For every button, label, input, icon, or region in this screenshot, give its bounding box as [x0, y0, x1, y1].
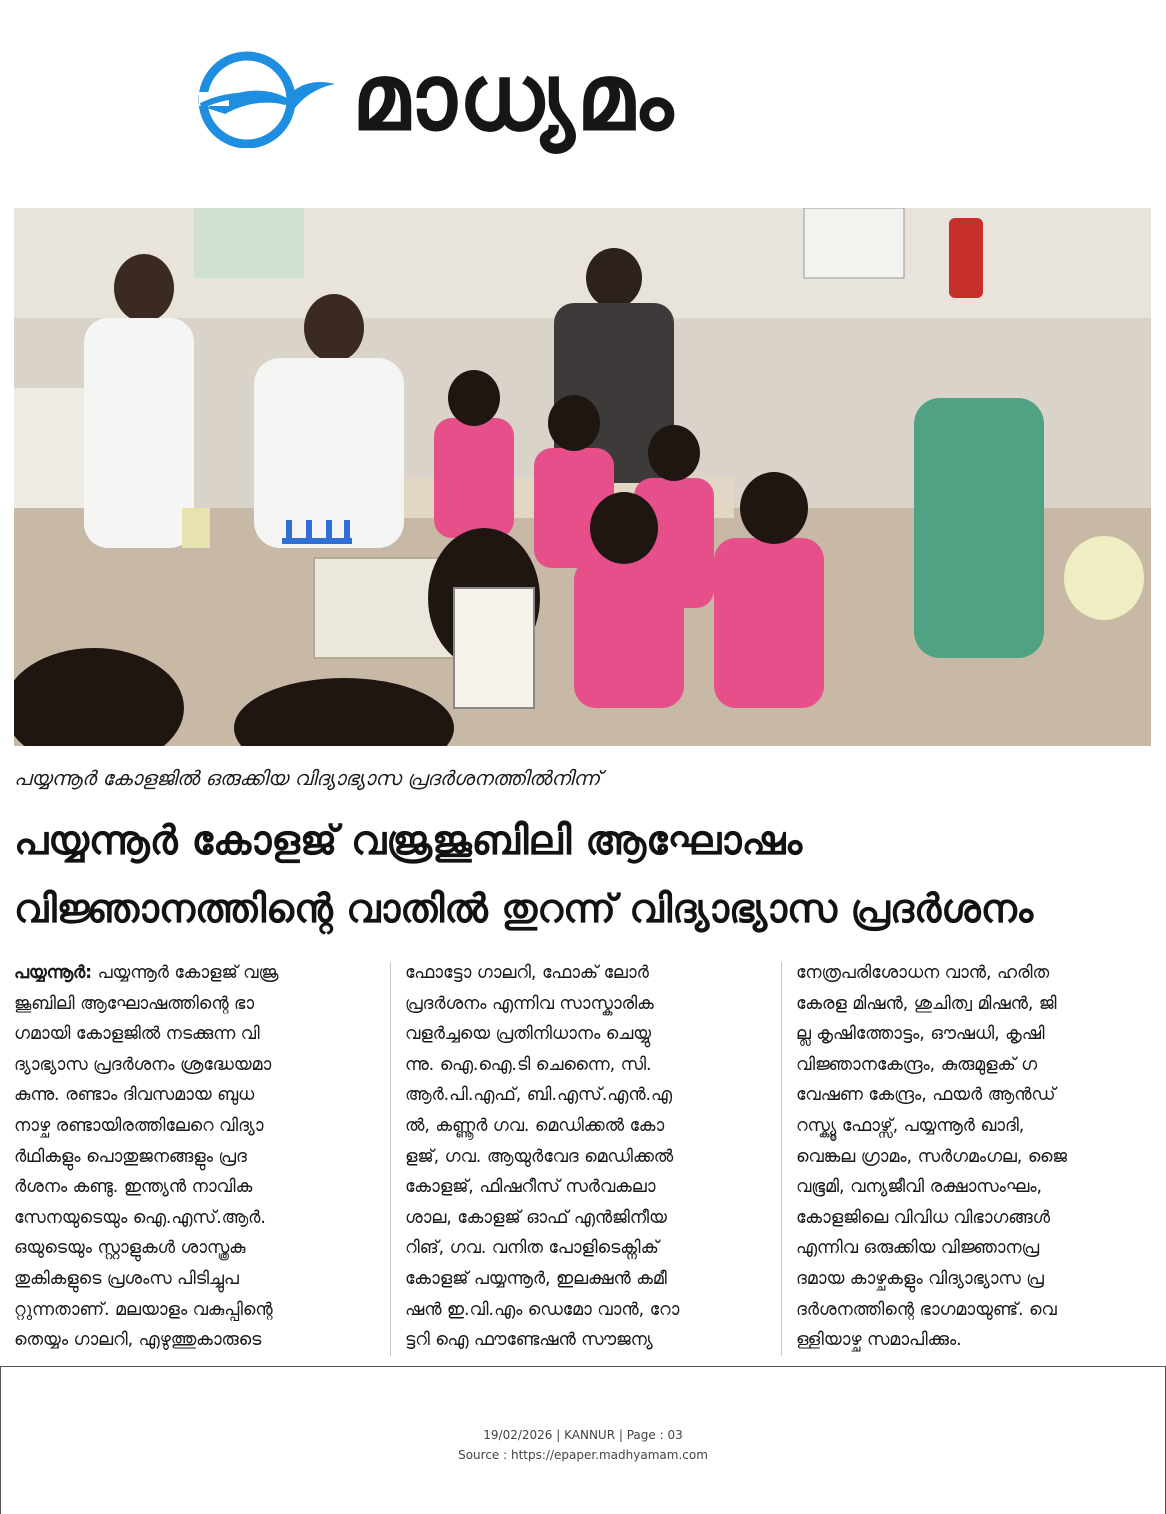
article-line: ന്നു. ഐ.ഐ.ടി ചെന്നൈ, സി.	[405, 1054, 652, 1075]
article-line: സേനയുടെയും ഐ.എസ്.ആർ.	[14, 1207, 266, 1228]
article-line: വളർച്ചയെ പ്രതിനിധാനം ചെയ്യു	[405, 1024, 651, 1045]
article-line: കോളജ്, ഫിഷറീസ് സർവകലാ	[405, 1177, 656, 1198]
article-line: ജൂബിലി ആഘോഷത്തിന്റെ ഭാ	[14, 993, 255, 1014]
article-column-2	[405, 958, 767, 1358]
article-line: റസ്ക്യൂ ഫോഴ്സ്, പയ്യന്നൂർ ഖാദി,	[796, 1115, 1025, 1136]
article-line: തുകികളുടെ പ്രശംസ പിടിച്ചുപ	[14, 1268, 239, 1289]
article-line: ട്ടറി ഐ ഫൗണ്ടേഷൻ സൗജന്യ	[405, 1330, 653, 1351]
article-line: ദർശനത്തിന്റെ ഭാഗമായുണ്ട്. വെ	[796, 1299, 1057, 1320]
article-line: ഒയുടെയും സ്റ്റാളുകൾ ശാസ്ത്രകു	[14, 1238, 246, 1259]
article-line: തെയ്യം ഗാലറി, എഴുത്തുകാരുടെ	[14, 1330, 262, 1351]
article-line: ല്ല കൃഷിത്തോട്ടം, ഔഷധി, കൃഷി	[796, 1024, 1045, 1045]
masthead	[0, 0, 1166, 200]
article-line: വഭൂമി, വന്യജീവി രക്ഷാസംഘം,	[796, 1177, 1043, 1198]
article-line: വിജ്ഞാനകേന്ദ്രം, കുരുമുളക് ഗ	[796, 1054, 1038, 1075]
article-column-3	[796, 958, 1158, 1358]
article-line: പ്രദർശനം എന്നിവ സാസ്കാരിക	[405, 993, 654, 1014]
article-column-1	[14, 958, 376, 1358]
article-line: ദമായ കാഴ്ചകളും വിദ്യാഭ്യാസ പ്ര	[796, 1268, 1044, 1289]
article-line: ശാല, കോളജ് ഓഫ് എൻജിനീയ	[405, 1207, 667, 1228]
news-photo	[14, 208, 1151, 746]
article-line: കോളജിലെ വിവിധ വിഭാഗങ്ങൾ	[796, 1207, 1050, 1228]
dateline: പയ്യന്നൂർ:	[14, 963, 93, 983]
article-line: നാഴ്ച രണ്ടായിരത്തിലേറെ വിദ്യാ	[14, 1115, 264, 1136]
article-line: കേരള മിഷൻ, ശുചിത്വ മിഷൻ, ജി	[796, 993, 1057, 1014]
footer-source: Source : https://epaper.madhyamam.com	[458, 1448, 708, 1462]
footer-page-info: 19/02/2026 | KANNUR | Page : 03	[483, 1428, 683, 1442]
article-text: പയ്യന്നൂർ കോളജ് വജ്ര	[92, 963, 279, 983]
photo-caption: പയ്യന്നൂർ കോളജിൽ ഒരുക്കിയ വിദ്യാഭ്യാസ പ്രദർശനത്തിൽനിന്ന്	[14, 766, 601, 790]
article-line: ഗമായി കോളജിൽ നടക്കുന്ന വി	[14, 1024, 260, 1045]
headline-line-2: വിജ്ഞാനത്തിന്റെ വാതിൽ തുറന്ന് വിദ്യാഭ്യാസ പ്രദർശനം	[14, 887, 1034, 932]
footer-border	[0, 1366, 1166, 1367]
article-line: റിങ്, ഗവ. വനിത പോളിടെക്നിക്	[405, 1238, 659, 1259]
article-line: നേത്രപരിശോധന വാൻ, ഹരിത	[796, 963, 1050, 983]
article-line: ളജ്, ഗവ. ആയുർവേദ മെഡിക്കൽ	[405, 1146, 674, 1167]
article-line: റ്റുന്നതാണ്. മലയാളം വകുപ്പിന്റെ	[14, 1299, 273, 1320]
article-line: ഷൻ ഇ.വി.എം ഡെമോ വാൻ, റോ	[405, 1299, 680, 1320]
article-line: കുന്നു. രണ്ടാം ദിവസമായ ബുധ	[14, 1085, 255, 1106]
headline-line-1: പയ്യന്നൂർ കോളജ് വജ്രജൂബിലി ആഘോഷം	[14, 818, 803, 864]
article-line: ർഥികളും പൊതുജനങ്ങളും പ്രദ	[14, 1146, 247, 1167]
article-line: വേഷണ കേന്ദ്രം, ഫയർ ആൻഡ്	[796, 1085, 1056, 1106]
article-line: ഫോട്ടോ ഗാലറി, ഫോക് ലോർ	[405, 963, 649, 983]
bird-in-circle-logo-icon	[195, 48, 340, 148]
article-line: എന്നിവ ഒരുക്കിയ വിജ്ഞാനപ്ര	[796, 1238, 1040, 1259]
article-line: കോളജ് പയ്യന്നൂർ, ഇലക്ഷൻ കമീ	[405, 1268, 667, 1289]
article-line	[14, 958, 376, 989]
article-line: ള്ളിയാഴ്ച സമാപിക്കും.	[796, 1330, 962, 1351]
article-line: ദ്യാഭ്യാസ പ്രദർശനം ശ്രദ്ധേയമാ	[14, 1054, 272, 1075]
masthead-title: മാധ്യമം	[352, 44, 675, 151]
column-divider	[781, 962, 782, 1356]
article-line: ൽ, കണ്ണൂർ ഗവ. മെഡിക്കൽ കോ	[405, 1115, 665, 1136]
article-line: വെങ്കല ഗ്രാമം, സർഗമംഗല, ജൈ	[796, 1146, 1067, 1167]
column-divider	[390, 962, 391, 1356]
article-line: ആർ.പി.എഫ്, ബി.എസ്.എൻ.എ	[405, 1085, 672, 1106]
article-line: ർശനം കണ്ടു. ഇന്ത്യൻ നാവിക	[14, 1177, 253, 1198]
